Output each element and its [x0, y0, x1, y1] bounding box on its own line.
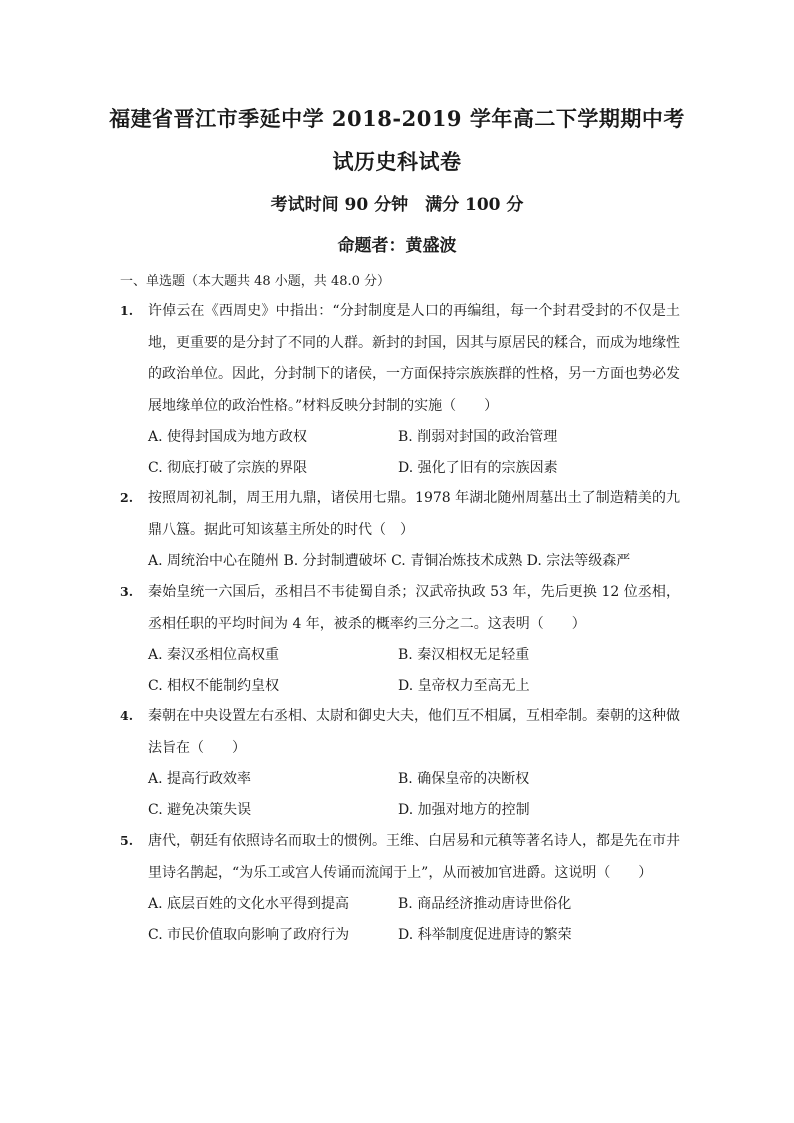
question-text: 按照周初礼制，周王用九鼎，诸侯用七鼎。1978 年湖北随州周墓出土了制造精美的九鼎八簋。据此可知该墓主所处的时代（ ）: [148, 490, 680, 538]
question-text: 秦朝在中央设置左右丞相、太尉和御史大夫，他们互不相属，互相牵制。秦朝的这种做法旨在（ ）: [148, 708, 680, 756]
question-4-option-d[interactable]: D. 加强对地方的控制: [398, 802, 530, 818]
section-heading: 一、单选题（本大题共 48 小题，共 48.0 分）: [120, 274, 391, 289]
question-3-option-b[interactable]: B. 秦汉相权无足轻重: [398, 647, 530, 663]
question-number: 4.: [120, 708, 134, 723]
question-5-option-b[interactable]: B. 商品经济推动唐诗世俗化: [398, 896, 572, 912]
question-3-option-d[interactable]: D. 皇帝权力至高无上: [398, 678, 530, 694]
exam-author: 命题者：黄盛波: [337, 236, 457, 256]
question-text: 唐代，朝廷有依照诗名而取士的惯例。王维、白居易和元稹等著名诗人，都是先在市井里诗名鹊起，“为乐工或宫人传诵而流闻于上”，从而被加官进爵。这说明（ ）: [148, 833, 680, 881]
question-5-option-c[interactable]: C. 市民价值取向影响了政府行为: [148, 927, 350, 943]
question-1-option-d[interactable]: D. 强化了旧有的宗族因素: [398, 460, 558, 476]
question-4-option-a[interactable]: A. 提高行政效率: [148, 771, 252, 787]
question-3-option-c[interactable]: C. 相权不能制约皇权: [148, 678, 280, 694]
question-4-option-b[interactable]: B. 确保皇帝的决断权: [398, 771, 530, 787]
question-4-option-c[interactable]: C. 避免决策失误: [148, 802, 252, 818]
question-1-option-c[interactable]: C. 彻底打破了宗族的界限: [148, 460, 308, 476]
question-2-options[interactable]: A. 周统治中心在随州 B. 分封制遭破坏 C. 青铜冶炼技术成熟 D. 宗法等级森严: [148, 553, 631, 569]
question-1-option-a[interactable]: A. 使得封国成为地方政权: [148, 429, 308, 445]
question-number: 1.: [120, 303, 134, 318]
question-3-option-a[interactable]: A. 秦汉丞相位高权重: [148, 647, 280, 663]
question-1-option-b[interactable]: B. 削弱对封国的政治管理: [398, 429, 558, 445]
question-number: 3.: [120, 584, 134, 599]
exam-info: 考试时间 90 分钟 满分 100 分: [270, 195, 524, 215]
exam-title-line2: 试历史科试卷: [332, 149, 462, 174]
question-5-option-a[interactable]: A. 底层百姓的文化水平得到提高: [148, 896, 350, 912]
question-number: 2.: [120, 490, 134, 505]
question-text: 秦始皇统一六国后，丞相吕不韦徒蜀自杀；汉武帝执政 53 年，先后更换 12 位丞相，丞相任职的平均时间为 4 年，被杀的概率约三分之二。这表明（ ）: [148, 584, 680, 632]
question-number: 5.: [120, 833, 134, 848]
exam-title-line1: 福建省晋江市季延中学 2018-2019 学年高二下学期期中考: [109, 106, 685, 131]
question-5-option-d[interactable]: D. 科举制度促进唐诗的繁荣: [398, 927, 572, 943]
question-text: 许倬云在《西周史》中指出：“分封制度是人口的再编组，每一个封君受封的不仅是土地，更重要的是分封了不同的人群。新封的封国，因其与原居民的糅合，而成为地缘性的政治单位。因此，分封制下的诸侯，一方面保持宗族族群的性格，另一方面也势必发展地缘单位的政治性格。”材料反映分封制的实施（ ）: [148, 303, 680, 415]
